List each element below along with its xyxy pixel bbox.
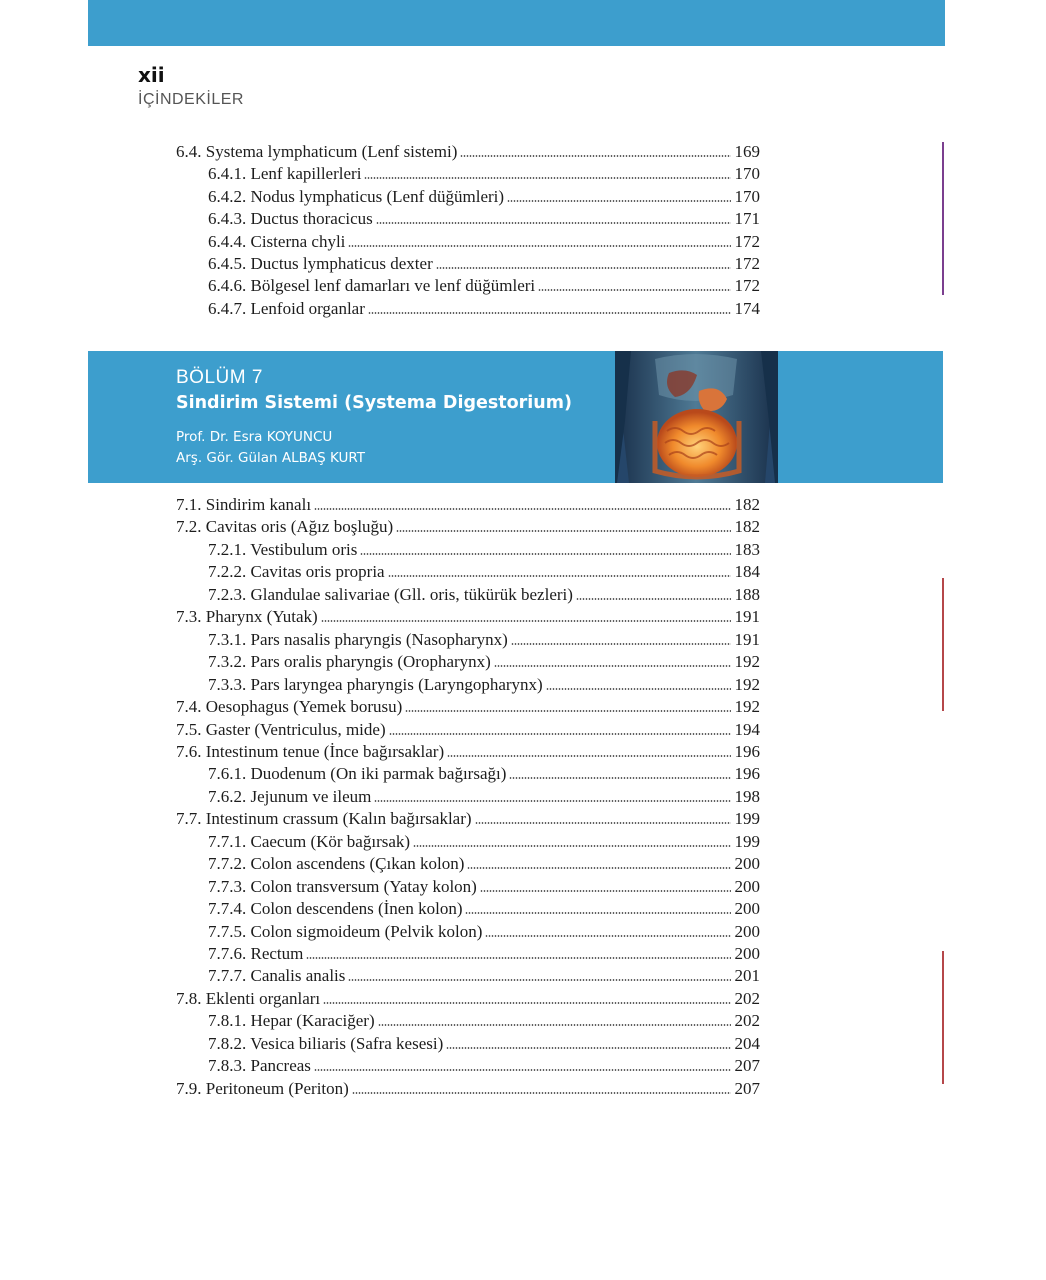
toc-dot-leader: [364, 177, 730, 179]
side-margin-mark: [942, 578, 944, 711]
toc-entry: [176, 809, 760, 831]
toc-entry-title: 7.8.1. Hepar (Karaciğer): [208, 1011, 375, 1031]
toc-entry: [208, 675, 760, 697]
toc-entry: [208, 877, 760, 899]
toc-entry-title: 7.2.1. Vestibulum oris: [208, 539, 358, 559]
toc-entry: [208, 276, 760, 298]
toc-entry-page: 199: [734, 809, 760, 829]
toc-dot-leader: [389, 733, 731, 735]
toc-entry-title: 7.7.5. Colon sigmoideum (Pelvik kolon): [208, 921, 483, 941]
toc-dot-leader: [507, 200, 730, 202]
toc-entry-page: 170: [734, 186, 760, 206]
toc-entry-title: 7.7.1. Caecum (Kör bağırsak): [208, 831, 411, 851]
toc-entry-page: 207: [734, 1078, 760, 1098]
toc-entry-title: 7.8. Eklenti organları: [176, 988, 321, 1008]
toc-entry-page: 201: [734, 966, 760, 986]
toc-entry-page: 192: [734, 674, 760, 694]
toc-entry: [176, 495, 760, 517]
toc-entry-title: 7.7.2. Colon ascendens (Çıkan kolon): [208, 854, 465, 874]
toc-entry-title: 7.7.4. Colon descendens (İnen kolon): [208, 899, 463, 919]
toc-dot-leader: [405, 710, 730, 712]
toc-dot-leader: [509, 777, 730, 779]
toc-entry-title: 7.8.3. Pancreas: [208, 1056, 311, 1076]
toc-entry-title: 7.3.3. Pars laryngea pharyngis (Laryngopharynx): [208, 674, 543, 694]
toc-entry-page: 196: [734, 741, 760, 761]
toc-entry-page: 200: [734, 876, 760, 896]
chapter-author-2: Arş. Gör. Gülan ALBAŞ KURT: [176, 450, 366, 466]
toc-entry-page: 200: [734, 899, 760, 919]
toc-entry-page: 172: [734, 276, 760, 296]
chapter-label: BÖLÜM 7: [176, 367, 263, 388]
toc-entry-page: 192: [734, 652, 760, 672]
toc-entry-title: 7.6.1. Duodenum (On iki parmak bağırsağı): [208, 764, 507, 784]
toc-entry-title: 7.2. Cavitas oris (Ağız boşluğu): [176, 517, 394, 537]
toc-entry: [208, 1011, 760, 1033]
toc-entry-title: 7.6. Intestinum tenue (İnce bağırsaklar): [176, 741, 445, 761]
toc-entry: [208, 232, 760, 254]
toc-entry-page: 182: [734, 495, 760, 514]
toc-entry-title: 7.2.3. Glandulae salivariae (Gll. oris, tükürük bezleri): [208, 584, 573, 604]
toc-entry: [176, 517, 760, 539]
toc-dot-leader: [511, 643, 731, 645]
toc-entry-title: 7.7.6. Rectum: [208, 944, 304, 963]
toc-entry: [176, 742, 760, 764]
toc-entry-page: 200: [734, 944, 760, 963]
toc-entry-page: 188: [734, 584, 760, 604]
toc-entry-title: 6.4. Systema lymphaticum (Lenf sistemi): [176, 142, 458, 161]
toc-dot-leader: [323, 1002, 730, 1004]
chapter-title: Sindirim Sistemi (Systema Digestorium): [176, 393, 572, 413]
toc-dot-leader: [446, 1047, 730, 1049]
digestive-anatomy-illustration: [615, 351, 778, 483]
toc-entry: [208, 187, 760, 209]
toc-entry-page: 183: [734, 539, 760, 559]
toc-entry-page: 184: [734, 562, 760, 582]
toc-dot-leader: [378, 1024, 731, 1026]
toc-dot-leader: [436, 267, 731, 269]
toc-entry-title: 7.3.2. Pars oralis pharyngis (Oropharynx): [208, 652, 491, 672]
toc-entry: [208, 966, 760, 988]
toc-entry-title: 6.4.2. Nodus lymphaticus (Lenf düğümleri): [208, 186, 505, 206]
toc-entry-title: 6.4.5. Ductus lymphaticus dexter: [208, 254, 433, 273]
toc-dot-leader: [374, 800, 730, 802]
toc-dot-leader: [538, 289, 730, 291]
toc-entry-title: 6.4.4. Cisterna chyli: [208, 231, 346, 251]
toc-dot-leader: [447, 755, 730, 757]
toc-entry-page: 171: [734, 209, 760, 229]
toc-entry-page: 191: [734, 629, 760, 649]
toc-entry: [208, 1034, 760, 1056]
toc-entry: [208, 944, 760, 966]
toc-entry: [208, 922, 760, 944]
running-head: İÇİNDEKİLER: [138, 91, 244, 108]
toc-entry: [208, 209, 760, 231]
toc-entry-title: 7.6.2. Jejunum ve ileum: [208, 786, 372, 806]
toc-entry-page: 207: [734, 1056, 760, 1076]
chapter-author-1: Prof. Dr. Esra KOYUNCU: [176, 429, 333, 445]
toc-entry-page: 202: [734, 988, 760, 1008]
toc-dot-leader: [475, 822, 731, 824]
toc-entry-title: 7.8.2. Vesica biliaris (Safra kesesi): [208, 1033, 444, 1053]
toc-dot-leader: [348, 979, 730, 981]
toc-entry-page: 172: [734, 231, 760, 251]
toc-entry: [208, 585, 760, 607]
toc-entry: [176, 989, 760, 1011]
toc-entry-page: 199: [734, 831, 760, 851]
side-margin-mark: [942, 951, 944, 1084]
toc-entry: [208, 562, 760, 584]
toc-entry-page: 198: [734, 786, 760, 806]
toc-dot-leader: [546, 688, 731, 690]
toc-entry: [208, 832, 760, 854]
toc-dot-leader: [348, 245, 730, 247]
toc-dot-leader: [480, 890, 731, 892]
toc-dot-leader: [314, 508, 730, 510]
chapter-banner: [88, 351, 943, 483]
toc-entry: [176, 1079, 760, 1101]
toc-entry: [208, 764, 760, 786]
toc-dot-leader: [467, 867, 730, 869]
toc-dot-leader: [465, 912, 730, 914]
toc-entry: [176, 697, 760, 719]
toc-entry: [208, 1056, 760, 1078]
toc-entry-page: 194: [734, 719, 760, 739]
toc-entry-title: 6.4.3. Ductus thoracicus: [208, 209, 373, 229]
toc-entry: [208, 254, 760, 276]
toc-dot-leader: [368, 312, 731, 314]
toc-entry-page: 169: [734, 142, 760, 161]
toc-entry: [176, 720, 760, 742]
toc-entry: [208, 540, 760, 562]
toc-entry: [208, 630, 760, 652]
toc-entry: [208, 164, 760, 186]
toc-dot-leader: [360, 553, 730, 555]
toc-entry-title: 7.1. Sindirim kanalı: [176, 495, 312, 514]
toc-dot-leader: [314, 1069, 731, 1071]
toc-entry: [208, 299, 760, 321]
toc-dot-leader: [321, 620, 731, 622]
page-number: xii: [138, 63, 165, 87]
toc-entry-title: 6.4.1. Lenf kapillerleri: [208, 164, 362, 184]
toc-dot-leader: [352, 1092, 731, 1094]
toc-entry: [208, 652, 760, 674]
toc-dot-leader: [576, 598, 731, 600]
toc-entry: [176, 607, 760, 629]
toc-dot-leader: [494, 665, 731, 667]
toc-entry: [176, 142, 760, 164]
toc-entry-title: 7.7.7. Canalis analis: [208, 966, 346, 986]
toc-entry-page: 200: [734, 854, 760, 874]
toc-entry-page: 172: [734, 254, 760, 273]
side-margin-mark: [942, 142, 944, 295]
toc-entry-title: 7.5. Gaster (Ventriculus, mide): [176, 719, 386, 739]
top-color-bar: [88, 0, 945, 46]
toc-entry-page: 182: [734, 517, 760, 537]
toc-entry-title: 7.4. Oesophagus (Yemek borusu): [176, 697, 403, 717]
toc-entry-page: 196: [734, 764, 760, 784]
toc-entry-page: 200: [734, 921, 760, 941]
toc-entry-title: 6.4.7. Lenfoid organlar: [208, 298, 365, 318]
toc-entry-page: 174: [734, 298, 760, 318]
toc-entry-title: 7.2.2. Cavitas oris propria: [208, 562, 385, 582]
toc-dot-leader: [485, 935, 730, 937]
toc-entry: [208, 854, 760, 876]
toc-dot-leader: [396, 530, 730, 532]
toc-entry-title: 7.3. Pharynx (Yutak): [176, 607, 318, 627]
toc-entry-title: 7.7. Intestinum crassum (Kalın bağırsaklar): [176, 809, 472, 829]
toc-dot-leader: [413, 845, 730, 847]
toc-entry-title: 7.7.3. Colon transversum (Yatay kolon): [208, 876, 477, 896]
toc-entry-page: 204: [734, 1033, 760, 1053]
toc-entry-page: 191: [734, 607, 760, 627]
toc-entry: [208, 787, 760, 809]
toc-dot-leader: [388, 575, 731, 577]
toc-dot-leader: [306, 957, 730, 959]
toc-entry-title: 7.3.1. Pars nasalis pharyngis (Nasopharynx): [208, 629, 508, 649]
toc-entry-title: 6.4.6. Bölgesel lenf damarları ve lenf düğümleri: [208, 276, 536, 296]
toc-dot-leader: [376, 222, 731, 224]
toc-entry-title: 7.9. Peritoneum (Periton): [176, 1078, 349, 1098]
toc-entry-page: 192: [734, 697, 760, 717]
toc-entry-page: 202: [734, 1011, 760, 1031]
toc-entry-page: 170: [734, 164, 760, 184]
toc-entry: [208, 899, 760, 921]
toc-dot-leader: [460, 155, 730, 157]
